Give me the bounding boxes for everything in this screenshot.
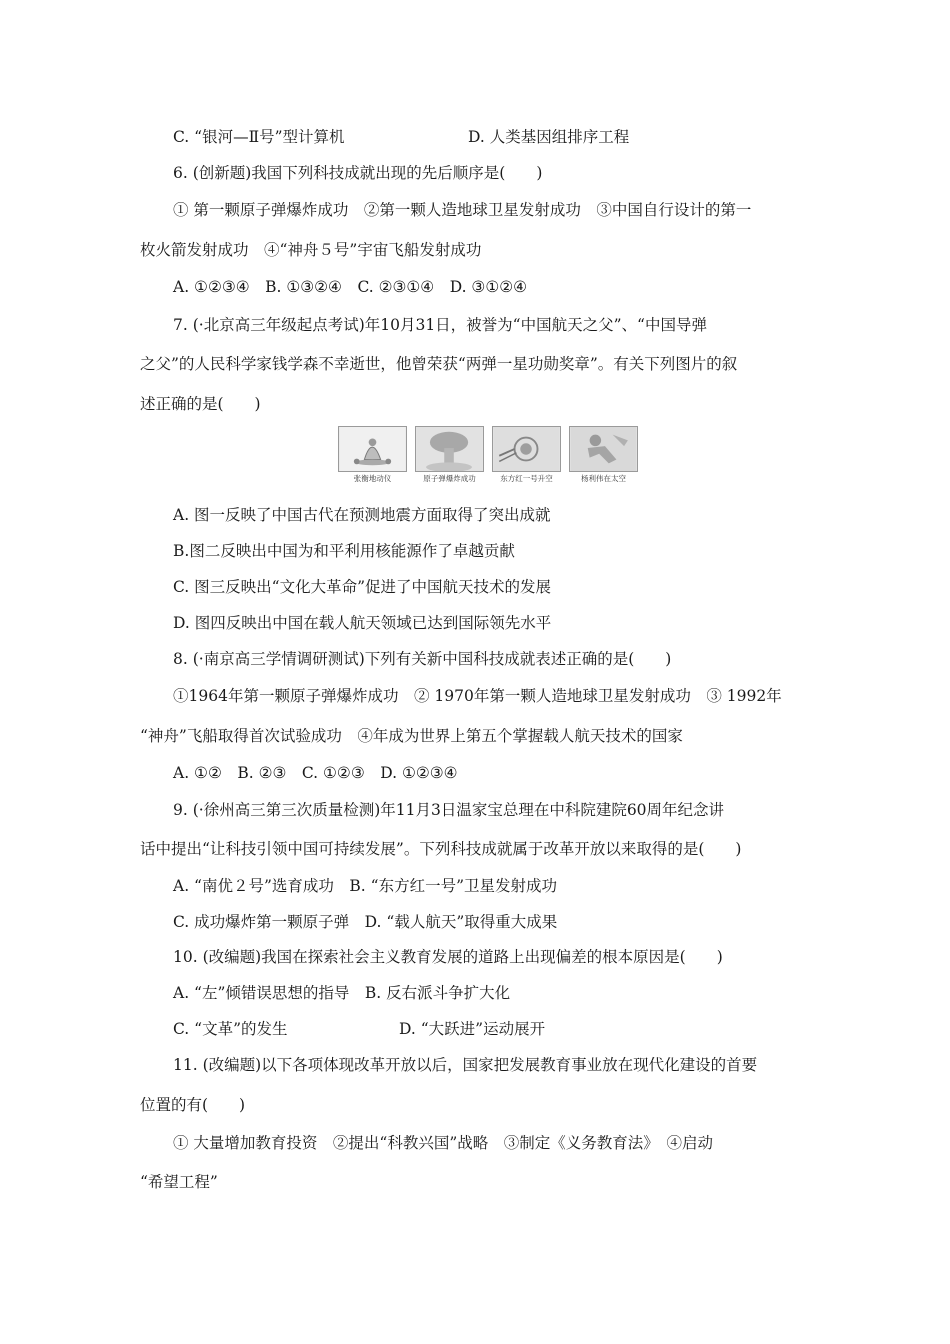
- q11-stem-line1: 11. (改编题)以下各项体现改革开放以后，国家把发展教育事业放在现代化建设的首要: [173, 1056, 758, 1074]
- seismoscope-image: [338, 426, 407, 472]
- q6-items-line1: ① 第一颗原子弹爆炸成功 ②第一颗人造地球卫星发射成功 ③中国自行设计的第一: [173, 201, 752, 219]
- q6-stem: 6. (创新题)我国下列科技成就出现的先后顺序是( ): [173, 164, 543, 182]
- q9-options-ab: A. “南优２号”选育成功 B. “东方红一号”卫星发射成功: [173, 877, 557, 895]
- figure-2: [415, 426, 484, 492]
- figure-1-caption: 张衡地动仪: [353, 474, 392, 483]
- q11-items-line1: ① 大量增加教育投资 ②提出“科教兴国”战略 ③制定《义务教育法》 ④启动: [173, 1134, 714, 1152]
- figure-4-caption: 杨利伟在太空: [581, 474, 626, 483]
- mushroom-cloud-image: [415, 426, 484, 472]
- q11-stem-line2: 位置的有( ): [140, 1096, 246, 1114]
- q7-stem-line3: 述正确的是( ): [140, 395, 261, 413]
- q7-figures: [338, 426, 638, 492]
- q8-items-line1: ①1964年第一颗原子弹爆炸成功 ② 1970年第一颗人造地球卫星发射成功 ③ 1992年: [173, 687, 782, 705]
- q7-option-a: A. 图一反映了中国古代在预测地震方面取得了突出成就: [173, 506, 551, 524]
- q10-option-d: D. “大跃进”运动展开: [399, 1020, 546, 1038]
- q10-stem: 10. (改编题)我国在探索社会主义教育发展的道路上出现偏差的根本原因是( ): [173, 948, 723, 966]
- q11-items-line2: “希望工程”: [140, 1173, 218, 1191]
- q8-items-line2: “神舟”飞船取得首次试验成功 ④年成为世界上第五个掌握载人航天技术的国家: [140, 727, 683, 745]
- q7-stem-line2: 之父”的人民科学家钱学森不幸逝世，他曾荣获“两弹一星功勋奖章”。有关下列图片的叙: [140, 355, 738, 373]
- figure-4: [569, 426, 638, 492]
- q7-option-c: C. 图三反映出“文化大革命”促进了中国航天技术的发展: [173, 578, 552, 596]
- figure-3: [492, 426, 561, 492]
- figure-3-caption: 东方红一号升空: [500, 474, 553, 483]
- q5-option-c: C. “银河—Ⅱ号”型计算机: [173, 128, 345, 146]
- astronaut-image: [569, 426, 638, 472]
- q7-stem-line1: 7. (·北京高三年级起点考试)年10月31日，被誉为“中国航天之父”、“中国导弹: [173, 316, 707, 334]
- q6-items-line2: 枚火箭发射成功 ④“神舟５号”宇宙飞船发射成功: [140, 241, 482, 259]
- q7-option-d: D. 图四反映出中国在载人航天领域已达到国际领先水平: [173, 614, 552, 632]
- q5-option-d: D. 人类基因组排序工程: [468, 128, 630, 146]
- q8-stem: 8. (·南京高三学情调研测试)下列有关新中国科技成就表述正确的是( ): [173, 650, 672, 668]
- q10-option-c: C. “文革”的发生: [173, 1020, 288, 1038]
- q6-options: A. ①②③④ B. ①③②④ C. ②③①④ D. ③①②④: [173, 278, 528, 296]
- figure-2-caption: 原子弹爆炸成功: [423, 474, 476, 483]
- q10-options-ab: A. “左”倾错误思想的指导 B. 反右派斗争扩大化: [173, 984, 511, 1002]
- q9-stem-line1: 9. (·徐州高三第三次质量检测)年11月3日温家宝总理在中科院建院60周年纪念讲: [173, 801, 725, 819]
- satellite-image: [492, 426, 561, 472]
- q9-options-cd: C. 成功爆炸第一颗原子弹 D. “载人航天”取得重大成果: [173, 913, 558, 931]
- figure-1: [338, 426, 407, 492]
- q7-option-b: B.图二反映出中国为和平利用核能源作了卓越贡献: [173, 542, 515, 560]
- q9-stem-line2: 话中提出“让科技引领中国可持续发展”。下列科技成就属于改革开放以来取得的是( ): [140, 840, 742, 858]
- q8-options: A. ①② B. ②③ C. ①②③ D. ①②③④: [173, 764, 458, 782]
